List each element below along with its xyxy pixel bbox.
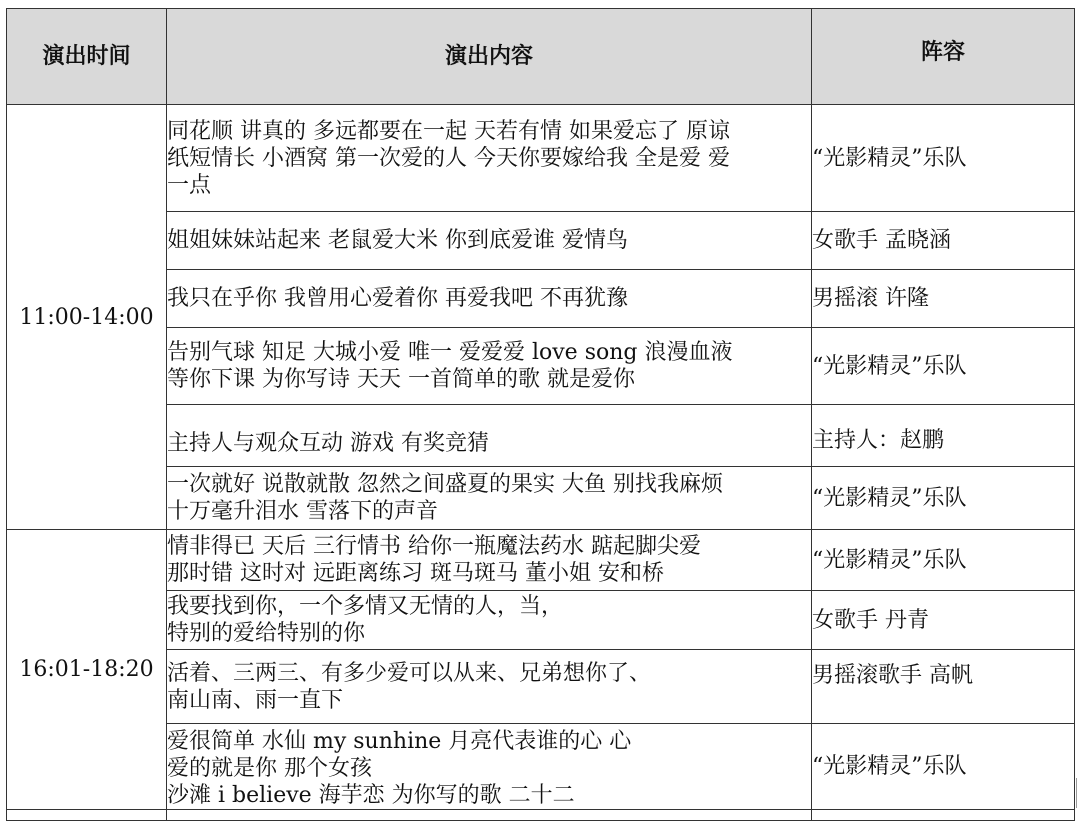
table-row: [7, 405, 1075, 467]
table-row: [7, 467, 1075, 530]
lineup-cell: 女歌手 丹青: [812, 591, 1075, 650]
table-row-cut-off: [7, 810, 1075, 821]
content-line: 爱的就是你 那个女孩: [167, 756, 372, 781]
content-line: 情非得已 天后 三行情书 给你一瓶魔法药水 踮起脚尖爱: [167, 534, 701, 559]
table-row: [7, 591, 1075, 650]
content-cell: [167, 212, 812, 270]
content-line: 我只在乎你 我曾用心爱着你 再爱我吧 不再犹豫: [167, 286, 628, 311]
content-cell: [167, 650, 812, 724]
content-line: 同花顺 讲真的 多远都要在一起 天若有情 如果爱忘了 原谅: [167, 118, 730, 144]
table-row: [7, 530, 1075, 591]
table-row: [7, 270, 1075, 328]
content-line: 活着、三两三、有多少爱可以从来、兄弟想你了、: [167, 660, 652, 686]
table-row: [7, 212, 1075, 270]
content-line: 一点: [167, 172, 212, 198]
header-lineup: 阵容: [812, 9, 1075, 105]
header-time: 演出时间: [7, 9, 167, 105]
header-row: [7, 9, 1075, 105]
content-line: 那时错 这时对 远距离练习 斑马斑马 董小姐 安和桥: [167, 561, 664, 586]
content-cell: [167, 530, 812, 591]
time-slot: 11:00-14:00: [7, 105, 167, 530]
content-line: 特别的爱给特别的你: [167, 621, 366, 646]
content-cell: [167, 591, 812, 650]
content-line: 纸短情长 小酒窝 第一次爱的人 今天你要嫁给我 全是爱 爱: [167, 145, 730, 171]
content-cell: [167, 724, 812, 810]
table-row: [7, 105, 1075, 212]
content-cell: [167, 270, 812, 328]
table-row: [7, 724, 1075, 810]
table-row: [7, 650, 1075, 724]
content-line: 姐姐妹妹站起来 老鼠爱大米 你到底爱谁 爱情鸟: [167, 228, 628, 253]
cut-off-text-strip: [0, 0, 1080, 8]
content-line: 十万毫升泪水 雪落下的声音: [167, 499, 438, 524]
lineup-cell: “光影精灵”乐队: [812, 105, 1075, 212]
lineup-cell: “光影精灵”乐队: [812, 467, 1075, 530]
content-line: 告别气球 知足 大城小爱 唯一 爱爱爱 love song 浪漫血液: [167, 340, 733, 365]
content-line: 我要找到你，一个多情又无情的人，当，: [167, 594, 564, 619]
content-line: 一次就好 说散就散 忽然之间盛夏的果实 大鱼 别找我麻烦: [167, 472, 723, 497]
lineup-cell: 女歌手 孟晓涵: [812, 212, 1075, 270]
performance-schedule-table: [6, 8, 1075, 821]
content-line: 主持人与观众互动 游戏 有奖竞猜: [167, 431, 489, 456]
lineup-cell: “光影精灵”乐队: [812, 724, 1075, 810]
time-slot: 16:01-18:20: [7, 530, 167, 810]
lineup-cell: 主持人：赵鹏: [812, 405, 1075, 467]
header-content: 演出内容: [167, 9, 812, 105]
content-cell: [167, 467, 812, 530]
content-cell: [167, 105, 812, 212]
lineup-cell: 男摇滚歌手 高帆: [812, 650, 1075, 724]
content-cell: [167, 328, 812, 405]
lineup-cell: “光影精灵”乐队: [812, 328, 1075, 405]
content-line: 爱很简单 水仙 my sunhine 月亮代表谁的心 心: [167, 729, 632, 754]
content-line: 南山南、雨一直下: [167, 687, 344, 713]
table-row: [7, 328, 1075, 405]
content-line: 等你下课 为你写诗 天天 一首简单的歌 就是爱你: [167, 367, 635, 392]
content-cell: [167, 405, 812, 467]
content-line: 沙滩 i believe 海芋恋 为你写的歌 二十二: [167, 783, 575, 808]
page-edge-mark: [1076, 778, 1080, 808]
lineup-cell: “光影精灵”乐队: [812, 530, 1075, 591]
lineup-cell: 男摇滚 许隆: [812, 270, 1075, 328]
